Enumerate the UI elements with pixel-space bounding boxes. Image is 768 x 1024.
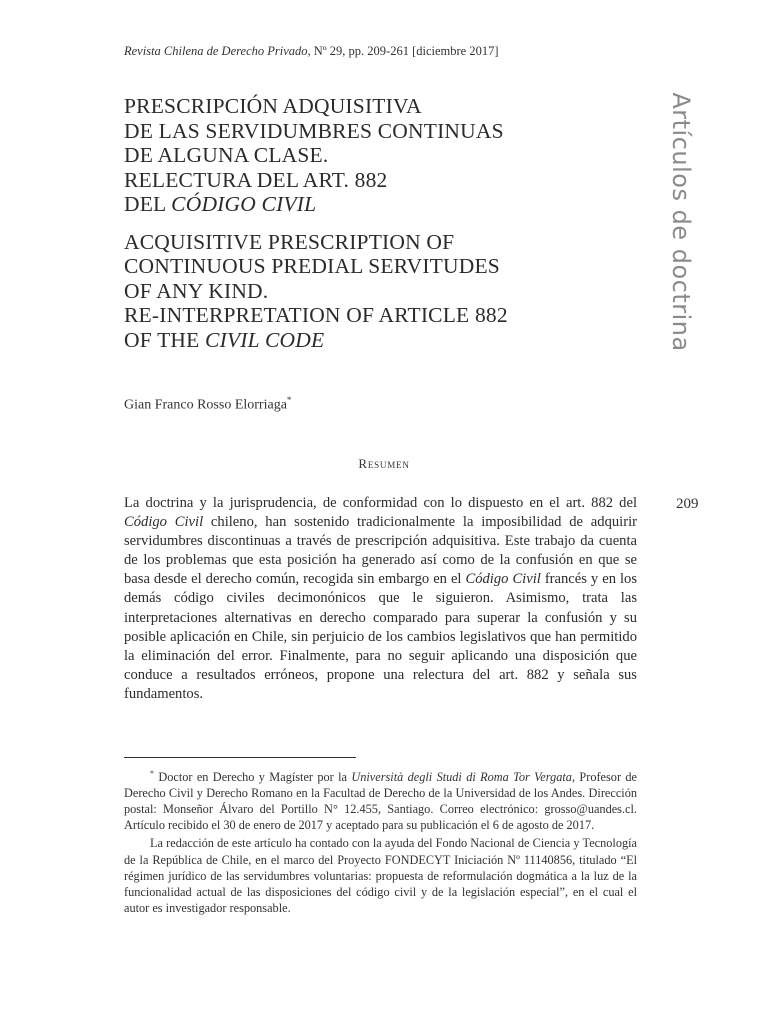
journal-name: Revista Chilena de Derecho Privado — [124, 44, 308, 58]
abstract-text: francés y en los demás código civiles decimonónicos que le siguieron. Asimismo, trata las interpretaciones alternativas en derecho comparado para superar la confusión y su posible aplicación en Chile, sin perjuicio de los cambios legislativos que han permitido la eliminación del error. Finalmente, para no seguir aplicando una disposición que conduce a resultados erróneos, propone una relectura del art. 882 y señala sus fundamentos. — [124, 571, 638, 702]
running-head — [124, 44, 499, 59]
author-line — [124, 395, 291, 414]
title-en-italic: CIVIL CODE — [205, 327, 325, 352]
title-en-line — [124, 328, 594, 353]
title-es-line: RELECTURA DEL ART. 882 — [124, 167, 388, 192]
footnote-italic: Università degli Studi di Roma Tor Vergata — [351, 770, 572, 785]
title-en-line: RE-INTERPRETATION OF ARTICLE 882 — [124, 303, 508, 327]
title-spanish — [124, 94, 594, 217]
footnote-divider — [124, 757, 356, 758]
abstract-italic: Código Civil — [124, 514, 204, 531]
title-en-prefix: OF THE — [124, 327, 206, 352]
abstract-text: La doctrina y la jurisprudencia, de conformidad con lo dispuesto en el art. 882 del — [124, 495, 637, 511]
author-name: Gian Franco Rosso Elorriaga — [124, 397, 287, 413]
abstract-paragraph — [124, 494, 637, 704]
author-footnote-mark: * — [286, 395, 292, 405]
title-es-line — [124, 192, 594, 217]
title-es-line: DE LAS SERVIDUMBRES CONTINUAS — [124, 118, 504, 143]
abstract-italic: Código Civil — [465, 571, 541, 588]
footnote-text: Doctor en Derecho y Magíster por la — [154, 770, 352, 785]
title-es-line: PRESCRIPCIÓN ADQUISITIVA — [124, 94, 422, 118]
section-label — [664, 94, 698, 350]
article-titles — [124, 94, 594, 352]
footnotes — [124, 766, 637, 916]
footnote-author — [124, 766, 637, 833]
title-en-line: ACQUISITIVE PRESCRIPTION OF — [124, 229, 455, 254]
issue-details: , Nº 29, pp. 209-261 [diciembre 2017] — [307, 44, 499, 58]
title-es-line: DE ALGUNA CLASE. — [124, 143, 329, 167]
title-en-line: OF ANY KIND. — [124, 278, 269, 303]
title-english — [124, 230, 594, 353]
title-es-italic: CÓDIGO CIVIL — [171, 192, 317, 216]
section-label-text: Artículos de doctrina — [667, 92, 695, 352]
abstract-text: chileno, han sostenido tradicionalmente la imposibilidad de adquirir servidumbres discontinuas a través de prescripción adquisitiva. Este trabajo da cuenta de los problemas que esta posición ha generado así como de la confusión en que se basa desde el derecho común, recogida sin embargo en el — [124, 514, 638, 588]
title-es-prefix: DEL — [124, 192, 172, 216]
footnote-text: , Profesor de Derecho Civil y Derecho Romano en la Facultad de Derecho de la Universidad de los Andes. Dirección postal: Monseñor Álvaro del Portillo N° 12.455, Santiago. Correo electrónico: grosso@uandes.cl. Artículo recibido el 30 de enero de 2017 y aceptado para su publicación el 6 de agosto de 2017. — [124, 770, 638, 833]
abstract-heading: Resumen — [358, 456, 410, 471]
footnote-mark: * — [150, 769, 154, 778]
footnote-funding: La redacción de este artículo ha contado con la ayuda del Fondo Nacional de Ciencia y Tecnología de la República de Chile, en el marco del Proyecto FONDECYT Iniciación Nº 11140856, titulado “El régimen jurídico de las servidumbres voluntarias: propuesta de reformulación dogmática a la luz de la funcionalidad actual de las disposiciones del código civil y de la legislación especial”, en el cual el autor es investigador responsable. — [124, 836, 637, 915]
title-en-line: CONTINUOUS PREDIAL SERVITUDES — [124, 254, 500, 278]
page-number: 209 — [676, 496, 699, 512]
